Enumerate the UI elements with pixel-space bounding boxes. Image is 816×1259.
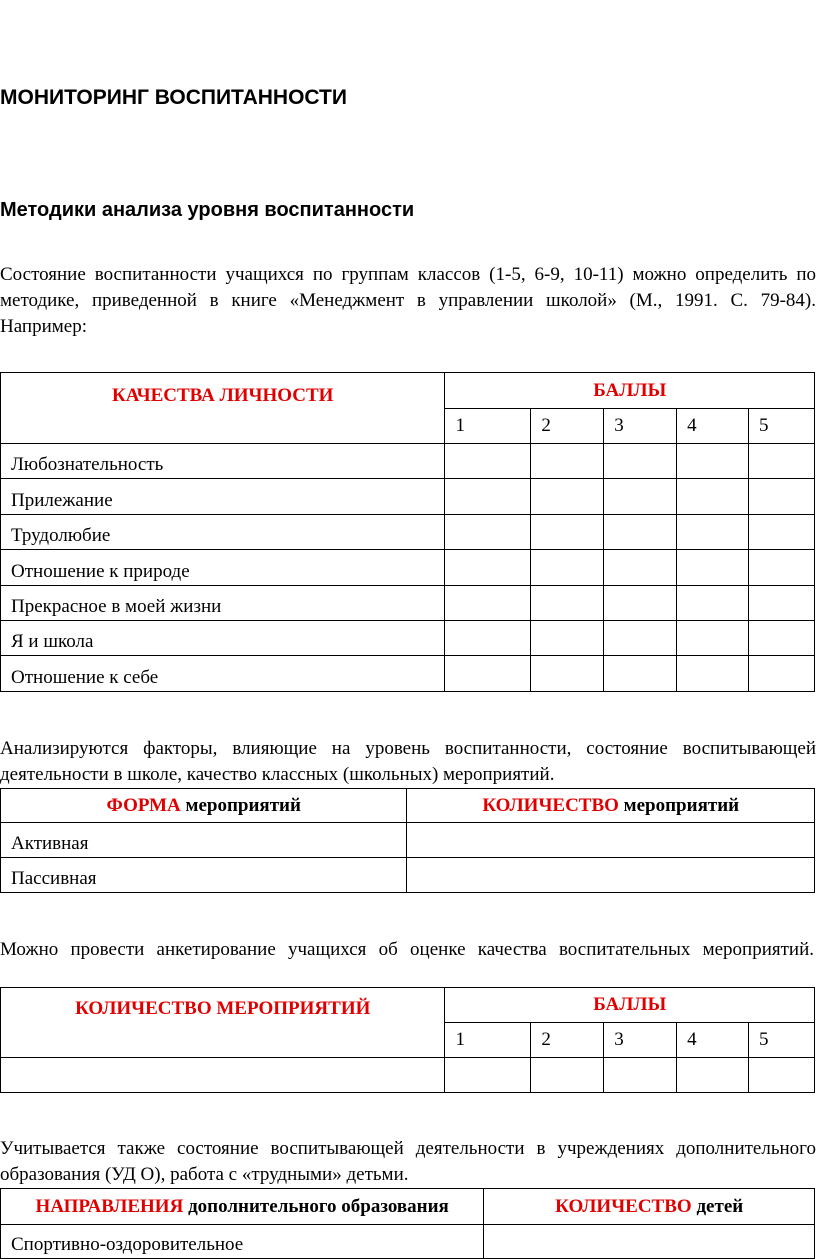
score-5: 5 [749, 409, 815, 444]
table-row [1, 823, 815, 858]
score-cell[interactable] [749, 515, 815, 550]
table-row [1, 858, 815, 893]
score-3: 3 [604, 1023, 677, 1058]
score-cell[interactable] [531, 444, 604, 479]
header-children-count [484, 1189, 815, 1225]
header-directions-red: НАПРАВЛЕНИЯ [35, 1195, 184, 1217]
header-scores: БАЛЛЫ [445, 988, 815, 1023]
score-cell[interactable] [749, 444, 815, 479]
survey-paragraph-line1 [0, 937, 814, 963]
events-rating-table [0, 987, 815, 1093]
additional-education-paragraph: Учитывается также состояние воспитывающей деятельности в учреждениях дополнительного образования (УД О), работа с «трудными» детьми. [0, 1138, 816, 1185]
score-2: 2 [531, 1023, 604, 1058]
factors-paragraph: Анализируются факторы, влияющие на уровень воспитанности, состояние воспитывающей деятельности в школе, качество классных (школьных) мероприятий. [0, 738, 816, 785]
header-quantity [407, 789, 815, 823]
header-directions-rest: дополнительного образования [183, 1195, 449, 1217]
score-cell[interactable] [445, 444, 531, 479]
score-cell[interactable] [749, 621, 815, 656]
score-cell[interactable] [604, 444, 677, 479]
score-cell[interactable] [677, 479, 749, 515]
score-cell[interactable] [677, 621, 749, 656]
score-cell[interactable] [531, 515, 604, 550]
header-children-count-rest: детей [691, 1195, 744, 1217]
score-cell[interactable] [445, 550, 531, 586]
header-children-count-red: КОЛИЧЕСТВО [555, 1195, 692, 1217]
score-4: 4 [677, 409, 749, 444]
score-cell[interactable] [445, 621, 531, 656]
survey-paragraph: Можно провести анкетирование учащихся об оценке качества воспитательных мероприятий. [0, 939, 814, 960]
header-form [1, 789, 407, 823]
header-scores: БАЛЛЫ [445, 373, 815, 409]
table-row [1, 1058, 815, 1093]
score-cell[interactable] [445, 479, 531, 515]
quality-label: Отношение к природе [1, 550, 445, 586]
header-form-rest: мероприятий [180, 794, 301, 816]
score-cell[interactable] [677, 656, 749, 692]
score-cell[interactable] [604, 550, 677, 586]
score-cell[interactable] [749, 550, 815, 586]
score-cell[interactable] [445, 515, 531, 550]
section-title: Методики анализа уровня воспитанности [0, 199, 415, 221]
score-cell[interactable] [531, 656, 604, 692]
table-row [1, 515, 815, 550]
quality-label: Я и школа [1, 621, 445, 656]
header-events-count: КОЛИЧЕСТВО МЕРОПРИЯТИЙ [1, 988, 445, 1058]
score-2: 2 [531, 409, 604, 444]
score-5: 5 [749, 1023, 815, 1058]
table-row [1, 1225, 815, 1259]
children-count-cell[interactable] [484, 1225, 815, 1259]
score-cell[interactable] [677, 444, 749, 479]
score-cell[interactable] [677, 1058, 749, 1093]
table-row [1, 479, 815, 515]
score-cell[interactable] [749, 1058, 815, 1093]
header-form-red: ФОРМА [106, 794, 181, 816]
header-quantity-rest: мероприятий [618, 794, 740, 816]
personality-qualities-table [0, 372, 815, 692]
score-cell[interactable] [604, 656, 677, 692]
score-cell[interactable] [604, 1058, 677, 1093]
score-cell[interactable] [749, 479, 815, 515]
score-1: 1 [445, 1023, 531, 1058]
score-cell[interactable] [531, 621, 604, 656]
quality-label: Любознательность [1, 444, 445, 479]
intro-paragraph: Состояние воспитанности учащихся по группам классов (1-5, 6-9, 10-11) можно определить по методике, приведенной в книге «Менеджмент в управлении школой» (М., 1991. С. 79-84). Например: [0, 264, 816, 337]
score-1: 1 [445, 409, 531, 444]
score-cell[interactable] [531, 550, 604, 586]
score-cell[interactable] [531, 479, 604, 515]
score-cell[interactable] [749, 586, 815, 621]
direction-label: Спортивно-оздоровительное [1, 1225, 484, 1259]
score-cell[interactable] [445, 1058, 531, 1093]
score-cell[interactable] [604, 621, 677, 656]
score-cell[interactable] [445, 656, 531, 692]
events-form-table [0, 788, 815, 893]
quality-label: Отношение к себе [1, 656, 445, 692]
score-4: 4 [677, 1023, 749, 1058]
header-quantity-red: КОЛИЧЕСТВО [482, 794, 619, 816]
quantity-cell[interactable] [407, 823, 815, 858]
score-cell[interactable] [445, 586, 531, 621]
form-label: Активная [1, 823, 407, 858]
score-cell[interactable] [531, 586, 604, 621]
table-row [1, 656, 815, 692]
table-row [1, 586, 815, 621]
score-cell[interactable] [677, 586, 749, 621]
score-cell[interactable] [604, 515, 677, 550]
score-3: 3 [604, 409, 677, 444]
score-cell[interactable] [604, 479, 677, 515]
quality-label: Трудолюбие [1, 515, 445, 550]
score-cell[interactable] [749, 656, 815, 692]
table-row [1, 550, 815, 586]
quantity-cell[interactable] [407, 858, 815, 893]
form-label: Пассивная [1, 858, 407, 893]
score-cell[interactable] [604, 586, 677, 621]
header-directions [1, 1189, 484, 1225]
quality-label: Прекрасное в моей жизни [1, 586, 445, 621]
document-title: МОНИТОРИНГ ВОСПИТАННОСТИ [0, 86, 347, 109]
table-row [1, 444, 815, 479]
additional-education-table [0, 1188, 815, 1259]
events-count-cell[interactable] [1, 1058, 445, 1093]
score-cell[interactable] [677, 515, 749, 550]
score-cell[interactable] [677, 550, 749, 586]
table-row [1, 621, 815, 656]
header-qualities: КАЧЕСТВА ЛИЧНОСТИ [1, 373, 445, 444]
quality-label: Прилежание [1, 479, 445, 515]
score-cell[interactable] [531, 1058, 604, 1093]
